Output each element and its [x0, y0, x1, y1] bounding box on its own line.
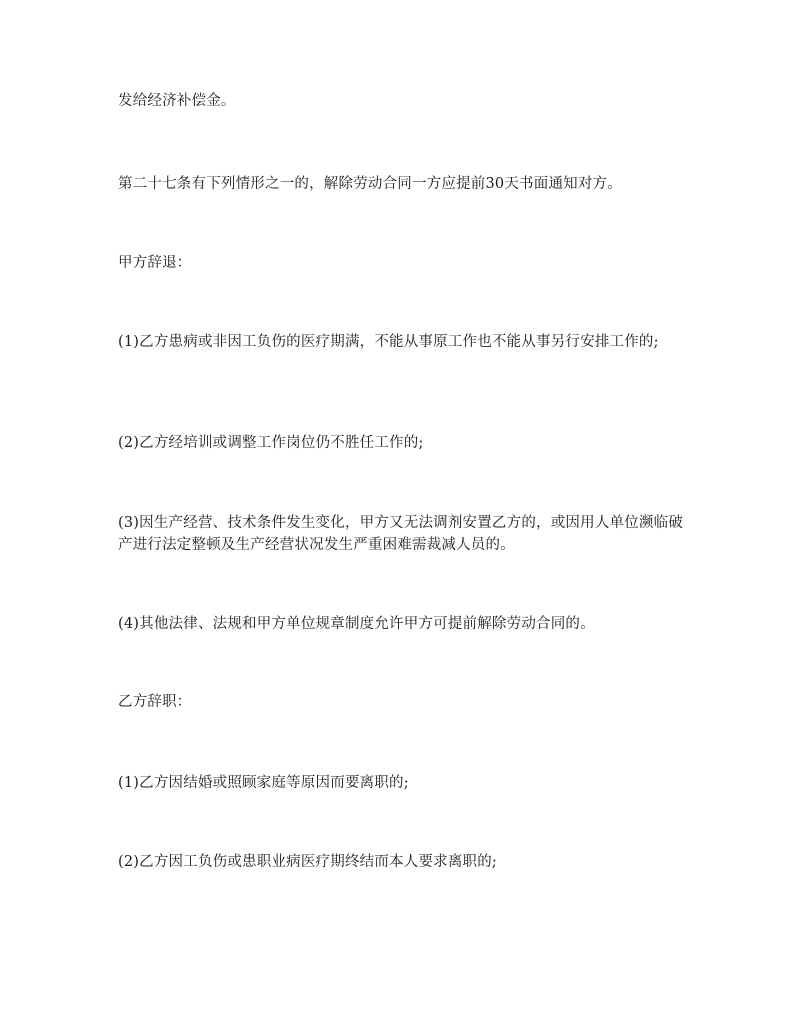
paragraph-item-1-illness: (1)乙方患病或非因工负伤的医疗期满，不能从事原工作也不能从事另行安排工作的;	[118, 334, 659, 350]
paragraph-resign-item-2-injury: (2)乙方因工负伤或患职业病医疗期终结而本人要求离职的;	[118, 854, 498, 870]
heading-employee-resignation: 乙方辞职：	[118, 694, 192, 710]
paragraph-resign-item-1-family: (1)乙方因结婚或照顾家庭等原因而要离职的;	[118, 775, 409, 791]
paragraph-item-4-other: (4)其他法律、法规和甲方单位规章制度允许甲方可提前解除劳动合同的。	[118, 616, 595, 632]
paragraph-item-3-restructuring: (3)因生产经营、技术条件发生变化，甲方又无法调剂安置乙方的，或因用人单位濒临破产进行法定整顿及生产经营状况发生严重困难需裁减人员的。	[118, 515, 684, 553]
paragraph-compensation: 发给经济补偿金。	[118, 93, 236, 109]
paragraph-item-2-incompetence: (2)乙方经培训或调整工作岗位仍不胜任工作的;	[118, 435, 424, 451]
paragraph-article-27: 第二十七条有下列情形之一的，解除劳动合同一方应提前30天书面通知对方。	[118, 176, 622, 192]
heading-employer-dismissal: 甲方辞退：	[118, 255, 192, 271]
